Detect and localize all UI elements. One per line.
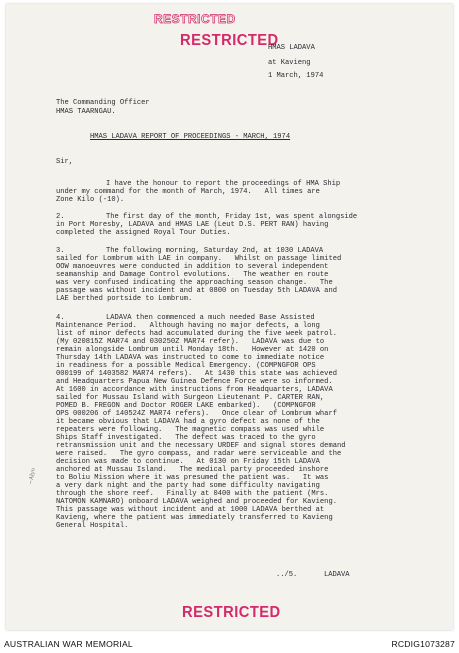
paragraph-4-line: anchored at Mussau Island. The medical party proceeded inshore xyxy=(56,466,329,474)
header-ship: HMAS LADAVA xyxy=(268,44,315,52)
paragraph-number: 3. xyxy=(56,247,65,255)
paragraph-4-line: it became obvious that LADAVA had a gyro defect as none of the xyxy=(56,418,320,426)
paragraph-4-line: sailed for Mussau Island with Surgeon Lieutenant P. CARTER RAN, xyxy=(56,394,325,402)
paragraph-2-line: in Port Moresby, LADAVA and HMAS LAE (Leut D.S. PERT RAN) having xyxy=(56,221,329,229)
paragraph-number: 2. xyxy=(56,213,65,221)
paragraph-4-line: remain alongside Lombrum until Monday 18th. However at 1420 on xyxy=(56,346,329,354)
paragraph-4-line: 000199 of 1403582 MAR74 refers). At 1430 this state was achieved xyxy=(56,370,337,378)
paragraph-3-line: sailed for Lombrum with LAE in company. Whilst on passage limited xyxy=(56,255,342,263)
paragraph-4-line: Thursday 14th LADAVA was instructed to come to immediate notice xyxy=(56,354,325,362)
paragraph-4-line: OPS 000206 of 140524Z MAR74 refers). Once clear of Lombrum wharf xyxy=(56,410,337,418)
paragraph-4-line: Kavieng, where the patient was immediately transferred to Kavieng xyxy=(56,514,333,522)
addressee-line-2: HMAS TAARNGAU. xyxy=(56,108,116,116)
restricted-stamp-bottom: RESTRICTED xyxy=(182,604,281,621)
header-location: at Kavieng xyxy=(268,59,311,67)
paragraph-3-line: LAE berthed portside to Lombrum. xyxy=(56,295,193,303)
salutation: Sir, xyxy=(56,158,74,166)
paragraph-4-line: through the shore reef. Finally at 0400 with the patient (Mrs. xyxy=(56,490,329,498)
footer-record-id: RCDIG1073287 xyxy=(391,639,455,649)
continuation-ship: LADAVA xyxy=(324,571,350,579)
header-date: 1 March, 1974 xyxy=(268,72,324,80)
restricted-stamp-top: RESTRICTED xyxy=(180,32,279,49)
paragraph-3-line: was very confused indicating the approaching season change. The xyxy=(56,279,333,287)
paragraph-4-line: list of minor defects had accumulated during the five week patrol. xyxy=(56,330,337,338)
paragraph-4-line: POMED B. FREGON and Doctor ROGER LAKE embarked). (COMPNGFOR xyxy=(56,402,316,410)
paragraph-4-line: retransmission unit and the necessary URDEF and signal stores demand xyxy=(56,442,346,450)
restricted-stamp-outline: RESTRICTED xyxy=(154,12,236,26)
paragraph-3-line: passage was without incident and at 0800 on Tuesday 5th LADAVA and xyxy=(56,287,337,295)
paragraph-4-line: (My 020815Z MAR74 and 030250Z MAR74 refer). LADAVA was due to xyxy=(56,338,325,346)
paragraph-4-line: At 1600 in accordance with instructions from Headquarters, LADAVA xyxy=(56,386,333,394)
continuation-marker: ../5. xyxy=(276,571,298,579)
paragraph-4-line: in readiness for a possible Medical Emergency. (COMPNGFOR OPS xyxy=(56,362,316,370)
paragraph-1-line: under my command for the month of March, 1974. All times are xyxy=(56,188,320,196)
document-page xyxy=(6,4,453,630)
paragraph-1-line: I have the honour to report the proceedings of HMA Ship xyxy=(106,180,341,188)
report-title: HMAS LADAVA REPORT OF PROCEEDINGS - MARCH, 1974 xyxy=(90,133,291,141)
paragraph-4-line: Maintenance Period. Although having no major defects, a long xyxy=(56,322,320,330)
paragraph-3-line: The following morning, Saturday 2nd, at 1030 LADAVA xyxy=(106,247,324,255)
paragraph-4-line: and Headquarters Papua New Guinea Defence Force were so informed. xyxy=(56,378,333,386)
paragraph-4-line: a very dark night and the party had some difficulty navigating xyxy=(56,482,320,490)
paragraph-3-line: seamanship and Damage Control evolutions. The weather en route xyxy=(56,271,329,279)
paragraph-1-line: Zone Kilo (-10). xyxy=(56,196,125,204)
footer-archive-name: AUSTRALIAN WAR MEMORIAL xyxy=(4,639,133,649)
paragraph-4-line: Ships Staff investigated. The defect was traced to the gyro xyxy=(56,434,316,442)
paragraph-4-line: decision was made to continue. At 0130 on Friday 15th LADAVA xyxy=(56,458,320,466)
handwritten-margin-note: ~Alyo xyxy=(28,467,37,486)
paragraph-3-line: OOW manoeuvres were conducted in addition to several independent xyxy=(56,263,329,271)
paragraph-4-line: were raised. The gyro compass, and radar were serviceable and the xyxy=(56,450,342,458)
paragraph-4-line: General Hospital. xyxy=(56,522,129,530)
paragraph-4-line: This passage was without incident and at 1000 LADAVA berthed at xyxy=(56,506,325,514)
addressee-line-1: The Commanding Officer xyxy=(56,99,150,107)
paragraph-4-line: repeaters were following. The magnetic compass was used while xyxy=(56,426,325,434)
paragraph-4-line: NATOMON KAMNARO) onboard LADAVA weighed and proceeded for Kavieng. xyxy=(56,498,337,506)
paragraph-4-line: to Boliu Mission where it was presumed the patient was. It was xyxy=(56,474,329,482)
paragraph-4-line: LADAVA then commenced a much needed Base Assisted xyxy=(106,314,315,322)
paragraph-number: 4. xyxy=(56,314,65,322)
paragraph-2-line: The first day of the month, Friday 1st, was spent alongside xyxy=(106,213,358,221)
paragraph-2-line: completed the assigned Royal Tour Duties. xyxy=(56,229,231,237)
